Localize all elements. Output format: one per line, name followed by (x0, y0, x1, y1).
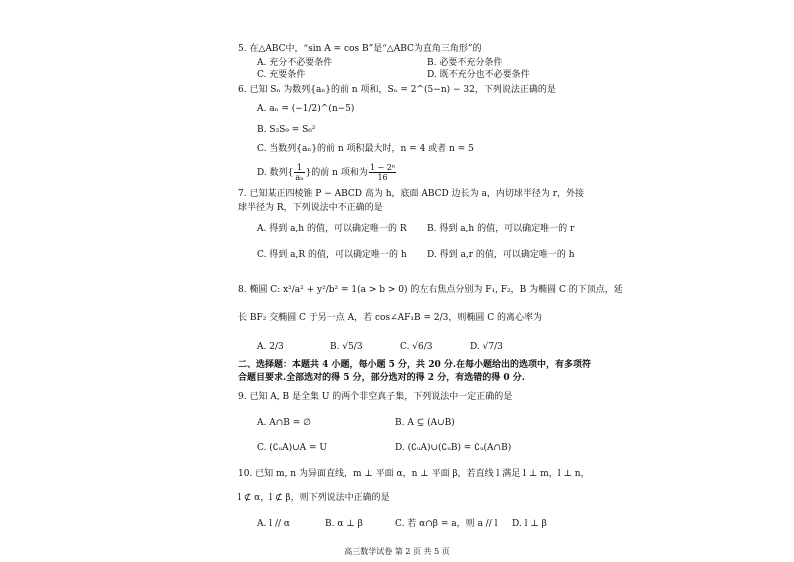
q6-d-fraction-num: 1 − 2ⁿ (369, 163, 396, 172)
section2-heading-line2: 合题目要求.全部选对的得 5 分，部分选对的得 2 分，有选错的得 0 分. (238, 373, 525, 383)
q6-d-fraction (369, 163, 396, 182)
q9-option-b: B. A ⊆ (A∪B) (395, 418, 455, 428)
q6-option-d-prefix: D. 数列{ (257, 168, 294, 178)
q5-option-d: D. 既不充分也不必要条件 (427, 70, 530, 80)
q6-d-fraction-den: 16 (377, 173, 388, 182)
q6-option-c: C. 当数列{aₙ}的前 n 项积最大时，n = 4 或者 n = 5 (257, 144, 474, 154)
q7-option-b: B. 得到 a,h 的值，可以确定唯一的 r (427, 224, 575, 234)
q6-option-b: B. S₃S₉ = S₆² (257, 125, 316, 135)
page-footer: 高三数学试卷 第 2 页 共 5 页 (344, 547, 450, 556)
q7-stem-line1: 7. 已知某正四棱锥 P − ABCD 高为 h，底面 ABCD 边长为 a，内切球半径为 r，外接 (238, 189, 585, 199)
q8-option-d: D. √7/3 (470, 342, 503, 352)
section2-heading-line1: 二、选择题：本题共 4 小题，每小题 5 分，共 20 分.在每小题给出的选项中，有多项符 (238, 360, 591, 370)
q8-option-b: B. √5/3 (330, 342, 363, 352)
q9-option-c: C. (∁ᵤA)∪A = U (257, 443, 328, 453)
q7-option-a: A. 得到 a,h 的值，可以确定唯一的 R (257, 224, 407, 234)
q8-stem-line2: 长 BF₂ 交椭圆 C 于另一点 A，若 cos∠AF₁B = 2/3，则椭圆 C 的离心率为 (238, 313, 542, 323)
q6-option-d (257, 162, 397, 184)
q9-option-d: D. (∁ᵤA)∪(∁ᵤB) = ∁ᵤ(A∩B) (395, 443, 512, 453)
q9-option-a: A. A∩B = ∅ (257, 418, 311, 428)
q5-stem: 5. 在△ABC中，“sin A = cos B”是“△ABC为直角三角形”的 (238, 44, 482, 54)
q5-option-c: C. 充要条件 (257, 70, 306, 80)
q10-stem-line2: l ⊄ α，l ⊄ β，则下列说法中正确的是 (238, 493, 390, 503)
q10-option-a: A. l // α (257, 519, 290, 529)
q8-stem-line1: 8. 椭圆 C: x²/a² + y²/b² = 1(a > b > 0) 的左右焦点分别为 F₁, F₂，B 为椭圆 C 的下顶点，延 (238, 285, 623, 295)
q6-stem: 6. 已知 Sₙ 为数列{aₙ}的前 n 项和，Sₙ = 2^(5−n) − 32，下列说法正确的是 (238, 85, 556, 95)
q10-option-b: B. α ⊥ β (325, 519, 363, 529)
q6-d-inner-den: aₙ (295, 173, 304, 182)
q10-option-d: D. l ⊥ β (512, 519, 547, 529)
q7-option-d: D. 得到 a,r 的值，可以确定唯一的 h (427, 250, 575, 260)
q6-option-a: A. aₙ = (−1/2)^(n−5) (257, 104, 355, 114)
q6-d-inner-num: 1 (294, 163, 304, 173)
q7-stem-line2: 球半径为 R，下列说法中不正确的是 (238, 203, 383, 213)
q10-stem-line1: 10. 已知 m, n 为异面直线，m ⊥ 平面 α，n ⊥ 平面 β，若直线 l 满足 l ⊥ m，l ⊥ n， (238, 469, 590, 479)
q10-option-c: C. 若 α∩β = a，则 a // l (395, 519, 498, 529)
q5-option-b: B. 必要不充分条件 (427, 58, 503, 68)
q7-option-c: C. 得到 a,R 的值，可以确定唯一的 h (257, 250, 407, 260)
q6-d-inner-fraction (294, 163, 304, 182)
q6-option-d-middle: }的前 n 项和为 (305, 168, 368, 178)
q9-stem: 9. 已知 A, B 是全集 U 的两个非空真子集，下列说法中一定正确的是 (238, 392, 513, 402)
q8-option-c: C. √6/3 (400, 342, 433, 352)
q5-option-a: A. 充分不必要条件 (257, 58, 333, 68)
q8-option-a: A. 2/3 (257, 342, 284, 352)
